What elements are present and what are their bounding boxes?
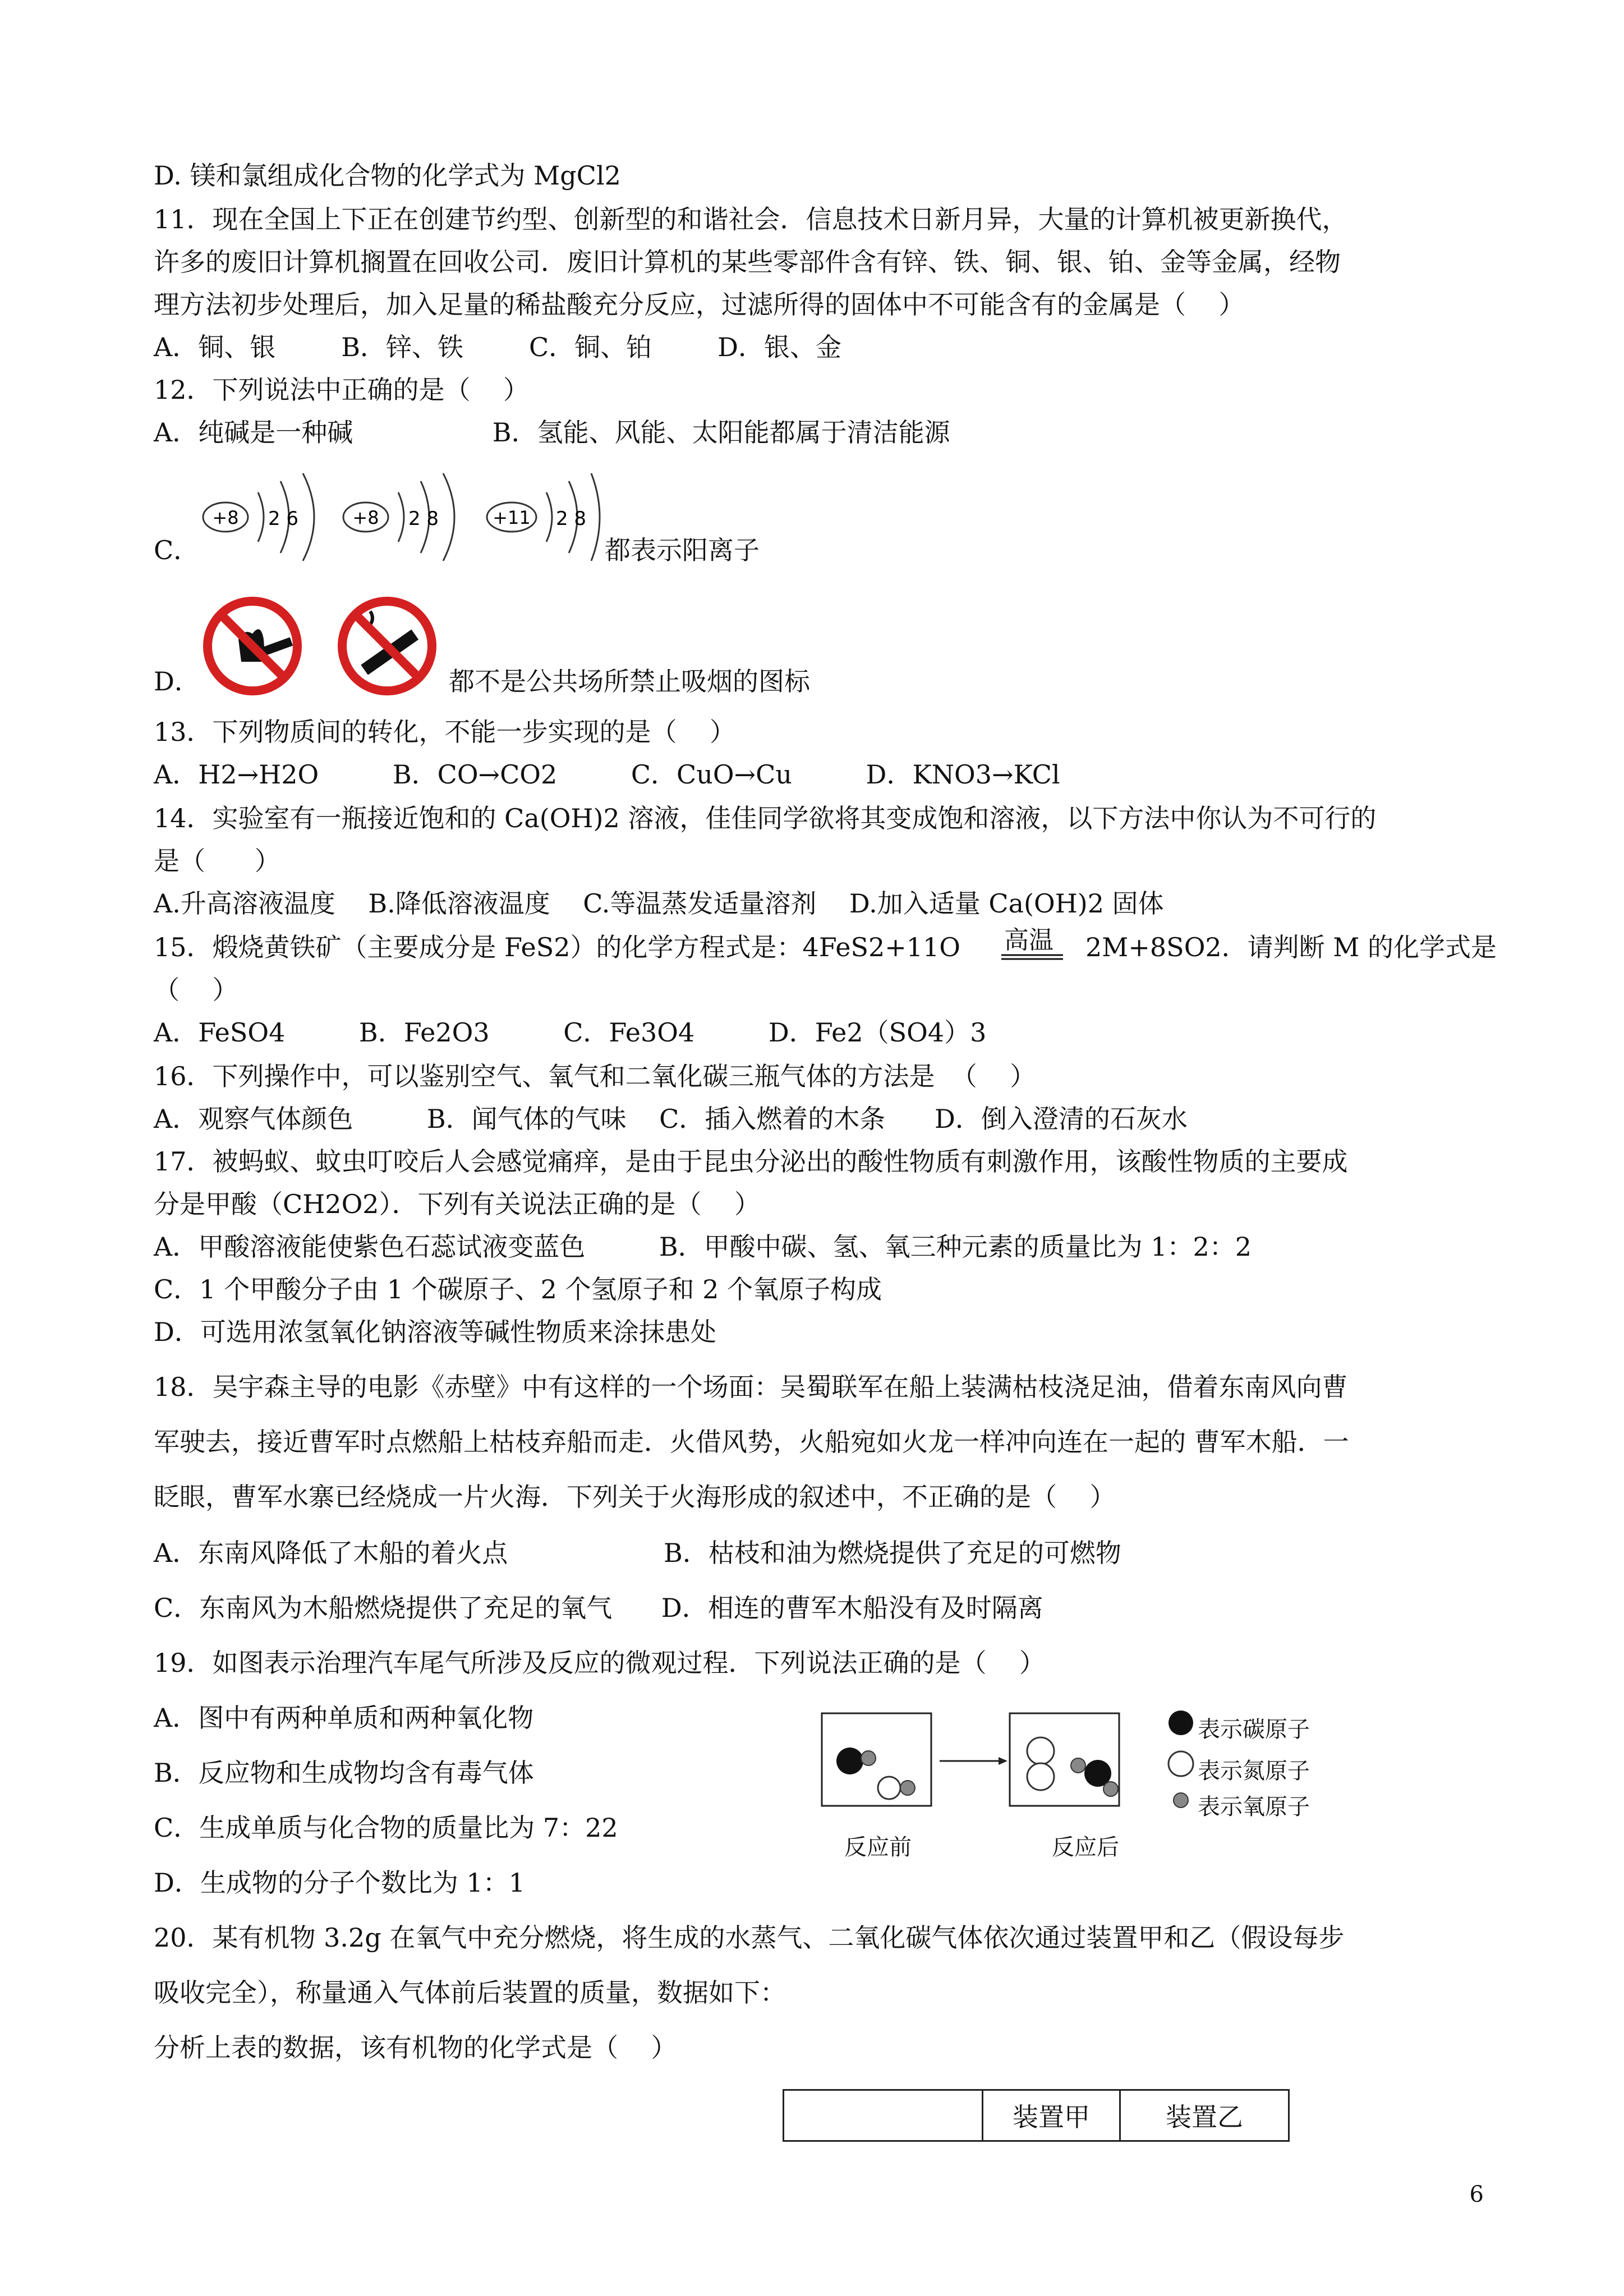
q15-line2: （ ） bbox=[154, 975, 238, 1005]
q18-line2: 军驶去，接近曹军时点燃船上枯枝弃船而走．火借风势，火船宛如火龙一样冲向连在一起的 曹军木船．一 bbox=[154, 1427, 1349, 1457]
q18-options-ab: A．东南风降低了木船的着火点 B．枯枝和油为燃烧提供了充足的可燃物 bbox=[154, 1538, 1121, 1568]
legend-nitrogen-dot bbox=[1168, 1751, 1193, 1776]
oxygen-atom bbox=[1071, 1758, 1085, 1773]
ion2-nucleus: +8 bbox=[352, 507, 379, 528]
q17-line1: 17．被蚂蚁、蚊虫叮咬后人会感觉痛痒，是由于昆虫分泌出的酸性物质有刺激作用，该酸性物质的主要成 bbox=[154, 1146, 1348, 1177]
q18-line3: 眨眼，曹军水寨已经烧成一片火海．下列关于火海形成的叙述中，不正确的是（ ） bbox=[154, 1482, 1116, 1512]
q19-option-a: A．图中有两种单质和两种氧化物 bbox=[154, 1703, 534, 1733]
ion2-shells: 2 8 bbox=[408, 508, 439, 530]
page-number: 6 bbox=[1469, 2182, 1484, 2207]
nitrogen-atom bbox=[1027, 1737, 1054, 1764]
q11-line2: 许多的废旧计算机搁置在回收公司．废旧计算机的某些零部件含有锌、铁、铜、银、铂、金等金属，经物 bbox=[154, 247, 1341, 277]
after-label: 反应后 bbox=[1052, 1834, 1119, 1860]
q16-options: A．观察气体颜色 B．闻气体的气味 C．插入燃着的木条 D．倒入澄清的石灰水 bbox=[154, 1104, 1188, 1134]
reaction-condition-high-temperature: 高温 bbox=[1004, 926, 1053, 955]
after-box bbox=[1010, 1713, 1119, 1806]
q12-option-d-label: D． bbox=[154, 666, 200, 697]
legend-carbon-label: 表示碳原子 bbox=[1198, 1717, 1310, 1742]
q12-option-c-text: 都表示阳离子 bbox=[605, 535, 760, 565]
no-fire-icon bbox=[208, 601, 297, 691]
q16-stem: 16．下列操作中，可以鉴别空气、氧气和二氧化碳三瓶气体的方法是 （ ） bbox=[154, 1061, 1036, 1091]
ion1-shells: 2 6 bbox=[268, 508, 299, 530]
q11-options: A．铜、银 B．锌、铁 C．铜、铂 D．银、金 bbox=[154, 332, 842, 362]
table-header-cell bbox=[784, 2090, 983, 2141]
oxygen-atom bbox=[861, 1751, 876, 1765]
q17-options-ab: A．甲酸溶液能使紫色石蕊试液变蓝色 B．甲酸中碳、氢、氧三种元素的质量比为 1：2：2 bbox=[154, 1232, 1252, 1262]
q19-option-c: C．生成单质与化合物的质量比为 7：22 bbox=[154, 1813, 618, 1843]
carbon-atom bbox=[836, 1748, 863, 1774]
q17-option-d: D．可选用浓氢氧化钠溶液等碱性物质来涂抹患处 bbox=[154, 1317, 716, 1347]
q12-option-c-label: C． bbox=[154, 535, 200, 565]
q20-line1: 20．某有机物 3.2g 在氧气中充分燃烧，将生成的水蒸气、二氧化碳气体依次通过装置甲和乙（假设每步 bbox=[154, 1922, 1345, 1953]
before-label: 反应前 bbox=[844, 1834, 912, 1860]
q14-line1: 14．实验室有一瓶接近饱和的 Ca(OH)2 溶液，佳佳同学欲将其变成饱和溶液，以下方法中你认为不可行的 bbox=[154, 803, 1377, 833]
ion3-shells: 2 8 bbox=[555, 508, 587, 530]
nitrogen-atom bbox=[878, 1777, 900, 1799]
q12-options-ab: A．纯碱是一种碱 B．氢能、风能、太阳能都属于清洁能源 bbox=[154, 417, 950, 448]
q17-option-c: C．1 个甲酸分子由 1 个碳原子、2 个氢原子和 2 个氧原子构成 bbox=[154, 1274, 882, 1304]
oxygen-atom bbox=[900, 1781, 915, 1795]
legend-oxygen-label: 表示氧原子 bbox=[1198, 1794, 1310, 1820]
q15-line1b: 2M+8SO2．请判断 M 的化学式是 bbox=[1085, 932, 1497, 962]
q14-line2: 是（ ） bbox=[154, 846, 280, 876]
option-d-previous: D. 镁和氯组成化合物的化学式为 MgCl2 bbox=[154, 160, 621, 191]
no-cigarette-icon bbox=[342, 601, 432, 691]
q18-options-cd: C．东南风为木船燃烧提供了充足的氧气 D．相连的曹军木船没有及时隔离 bbox=[154, 1593, 1043, 1623]
q12-stem: 12．下列说法中正确的是（ ） bbox=[154, 375, 530, 405]
q19-option-d: D．生成物的分子个数比为 1：1 bbox=[154, 1868, 526, 1898]
nitrogen-atom bbox=[1027, 1763, 1054, 1790]
q20-line2: 吸收完全），称量通入气体前后装置的质量，数据如下： bbox=[154, 1977, 786, 2008]
q13-options: A．H2→H2O B．CO→CO2 C．CuO→Cu D．KNO3→KCl bbox=[154, 759, 1060, 790]
q11-line1: 11．现在全国上下正在创建节约型、创新型的和谐社会．信息技术日新月异，大量的计算机被更新换代， bbox=[154, 204, 1348, 234]
oxygen-atom bbox=[1103, 1782, 1118, 1796]
q20-data-table bbox=[783, 2089, 1290, 2142]
q19-option-b: B．反应物和生成物均含有毒气体 bbox=[154, 1758, 534, 1788]
q20-line3: 分析上表的数据，该有机物的化学式是（ ） bbox=[154, 2032, 677, 2063]
q18-line1: 18．吴宇森主导的电影《赤壁》中有这样的一个场面：吴蜀联军在船上装满枯枝浇足油，借着东南风向曹 bbox=[154, 1372, 1348, 1402]
q15-options: A．FeSO4 B．Fe2O3 C．Fe3O4 D．Fe2（SO4）3 bbox=[154, 1017, 987, 1048]
no-smoking-icons bbox=[199, 594, 446, 701]
q12-option-d-text: 都不是公共场所禁止吸烟的图标 bbox=[449, 666, 810, 697]
q15-line1a: 15．煅烧黄铁矿（主要成分是 FeS2）的化学方程式是：4FeS2+11O bbox=[154, 932, 961, 962]
q17-line2: 分是甲酸（CH2O2）．下列有关说法正确的是（ ） bbox=[154, 1189, 761, 1219]
legend-carbon-dot bbox=[1168, 1711, 1193, 1735]
table-header-cell: 装置乙 bbox=[1120, 2090, 1289, 2141]
table-header-row bbox=[784, 2090, 1289, 2141]
q14-options: A.升高溶液温度 B.降低溶液温度 C.等温蒸发适量溶剂 D.加入适量 Ca(OH)2 固体 bbox=[154, 888, 1164, 919]
ion3-nucleus: +11 bbox=[493, 507, 531, 528]
table-header-cell: 装置甲 bbox=[983, 2090, 1120, 2141]
ion-structure-diagrams bbox=[196, 465, 611, 572]
ion1-nucleus: +8 bbox=[212, 507, 239, 528]
reaction-equals-sign bbox=[1001, 953, 1063, 961]
legend-nitrogen-label: 表示氮原子 bbox=[1198, 1758, 1310, 1784]
q19-stem: 19．如图表示治理汽车尾气所涉及反应的微观过程．下列说法正确的是（ ） bbox=[154, 1648, 1046, 1678]
legend-oxygen-dot bbox=[1174, 1793, 1188, 1808]
q11-line3: 理方法初步处理后，加入足量的稀盐酸充分反应，过滤所得的固体中不可能含有的金属是（ ） bbox=[154, 289, 1245, 320]
q13-stem: 13．下列物质间的转化，不能一步实现的是（ ） bbox=[154, 717, 736, 747]
